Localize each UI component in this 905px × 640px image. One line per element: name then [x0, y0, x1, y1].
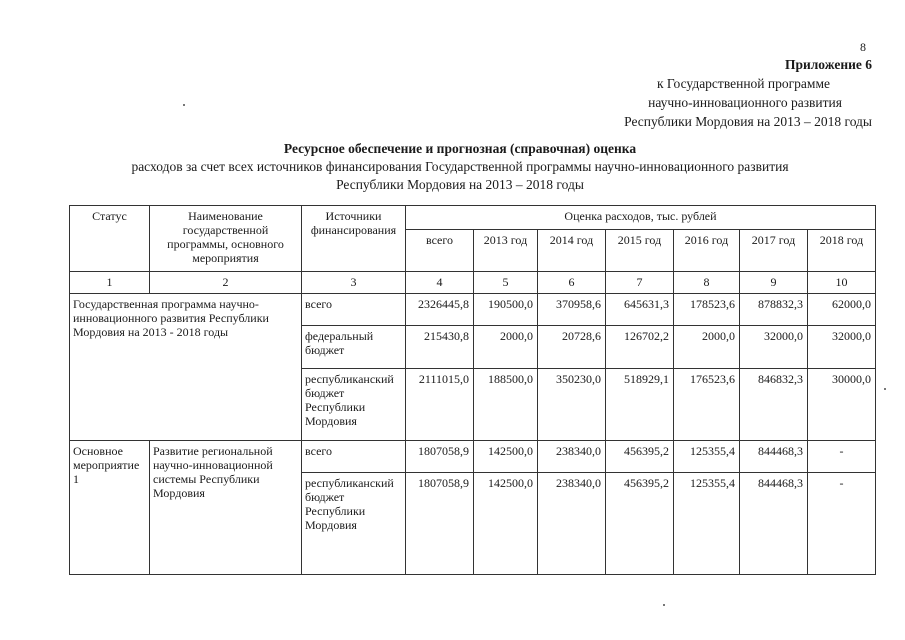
column-number: 10	[808, 272, 876, 294]
scan-speck	[884, 388, 886, 390]
value-cell: 188500,0	[474, 369, 538, 441]
header-year: 2015 год	[606, 230, 674, 272]
value-cell: 1807058,9	[406, 473, 474, 575]
value-cell: 20728,6	[538, 326, 606, 369]
header-status: Статус	[70, 206, 150, 272]
value-cell: -	[808, 441, 876, 473]
value-cell: -	[808, 473, 876, 575]
program-name: Государственная программа научно-инновационного развития Республики Мордовия на 2013 - 2018 годы	[70, 294, 302, 441]
header-year: 2016 год	[674, 230, 740, 272]
source-cell: всего	[302, 294, 406, 326]
scan-speck	[663, 604, 665, 606]
value-cell: 2326445,8	[406, 294, 474, 326]
scan-speck	[183, 104, 185, 106]
value-cell: 844468,3	[740, 441, 808, 473]
value-cell: 350230,0	[538, 369, 606, 441]
value-cell: 142500,0	[474, 473, 538, 575]
header-total: всего	[406, 230, 474, 272]
value-cell: 125355,4	[674, 473, 740, 575]
appendix-line-2: научно-инновационного развития	[648, 95, 842, 110]
value-cell: 62000,0	[808, 294, 876, 326]
column-number: 5	[474, 272, 538, 294]
value-cell: 125355,4	[674, 441, 740, 473]
table-row	[70, 441, 876, 473]
column-number: 9	[740, 272, 808, 294]
value-cell: 2000,0	[474, 326, 538, 369]
source-cell: всего	[302, 441, 406, 473]
table-row	[70, 294, 876, 326]
value-cell: 126702,2	[606, 326, 674, 369]
value-cell: 215430,8	[406, 326, 474, 369]
value-cell: 176523,6	[674, 369, 740, 441]
heading-line-3: Республики Мордовия на 2013 – 2018 годы	[336, 177, 584, 192]
header-sources: Источники финансирования	[302, 206, 406, 272]
column-number: 1	[70, 272, 150, 294]
column-number: 2	[150, 272, 302, 294]
page-number: 8	[860, 40, 866, 54]
header-name: Наименование государственной программы, основного мероприятия	[150, 206, 302, 272]
value-cell: 178523,6	[674, 294, 740, 326]
value-cell: 846832,3	[740, 369, 808, 441]
source-cell: федеральный бюджет	[302, 326, 406, 369]
header-year: 2013 год	[474, 230, 538, 272]
source-cell: республиканский бюджет Республики Мордовия	[302, 473, 406, 575]
value-cell: 844468,3	[740, 473, 808, 575]
column-number: 3	[302, 272, 406, 294]
value-cell: 518929,1	[606, 369, 674, 441]
column-number: 4	[406, 272, 474, 294]
heading-line-2: расходов за счет всех источников финансирования Государственной программы научно-инновационного развития	[131, 159, 789, 174]
header-year: 2014 год	[538, 230, 606, 272]
measure-status: Основное мероприятие 1	[70, 441, 150, 575]
value-cell: 142500,0	[474, 441, 538, 473]
value-cell: 1807058,9	[406, 441, 474, 473]
heading-bold: Ресурсное обеспечение и прогнозная (справочная) оценка	[283, 141, 637, 156]
value-cell: 32000,0	[808, 326, 876, 369]
source-cell: республиканский бюджет Республики Мордовия	[302, 369, 406, 441]
appendix-line-3: Республики Мордовия на 2013 – 2018 годы	[624, 114, 872, 129]
value-cell: 2000,0	[674, 326, 740, 369]
value-cell: 878832,3	[740, 294, 808, 326]
column-number: 8	[674, 272, 740, 294]
value-cell: 456395,2	[606, 473, 674, 575]
document-heading	[40, 140, 880, 194]
appendix-block	[624, 55, 872, 131]
appendix-line-1: к Государственной программе	[656, 76, 830, 91]
expense-table	[69, 205, 876, 575]
value-cell: 30000,0	[808, 369, 876, 441]
column-number: 7	[606, 272, 674, 294]
value-cell: 2111015,0	[406, 369, 474, 441]
header-estimate: Оценка расходов, тыс. рублей	[406, 206, 876, 230]
value-cell: 370958,6	[538, 294, 606, 326]
appendix-title: Приложение 6	[784, 57, 872, 72]
header-year: 2017 год	[740, 230, 808, 272]
value-cell: 32000,0	[740, 326, 808, 369]
value-cell: 190500,0	[474, 294, 538, 326]
header-year: 2018 год	[808, 230, 876, 272]
measure-name: Развитие региональной научно-инновационной системы Республики Мордовия	[150, 441, 302, 575]
value-cell: 238340,0	[538, 473, 606, 575]
value-cell: 238340,0	[538, 441, 606, 473]
column-number: 6	[538, 272, 606, 294]
value-cell: 456395,2	[606, 441, 674, 473]
value-cell: 645631,3	[606, 294, 674, 326]
